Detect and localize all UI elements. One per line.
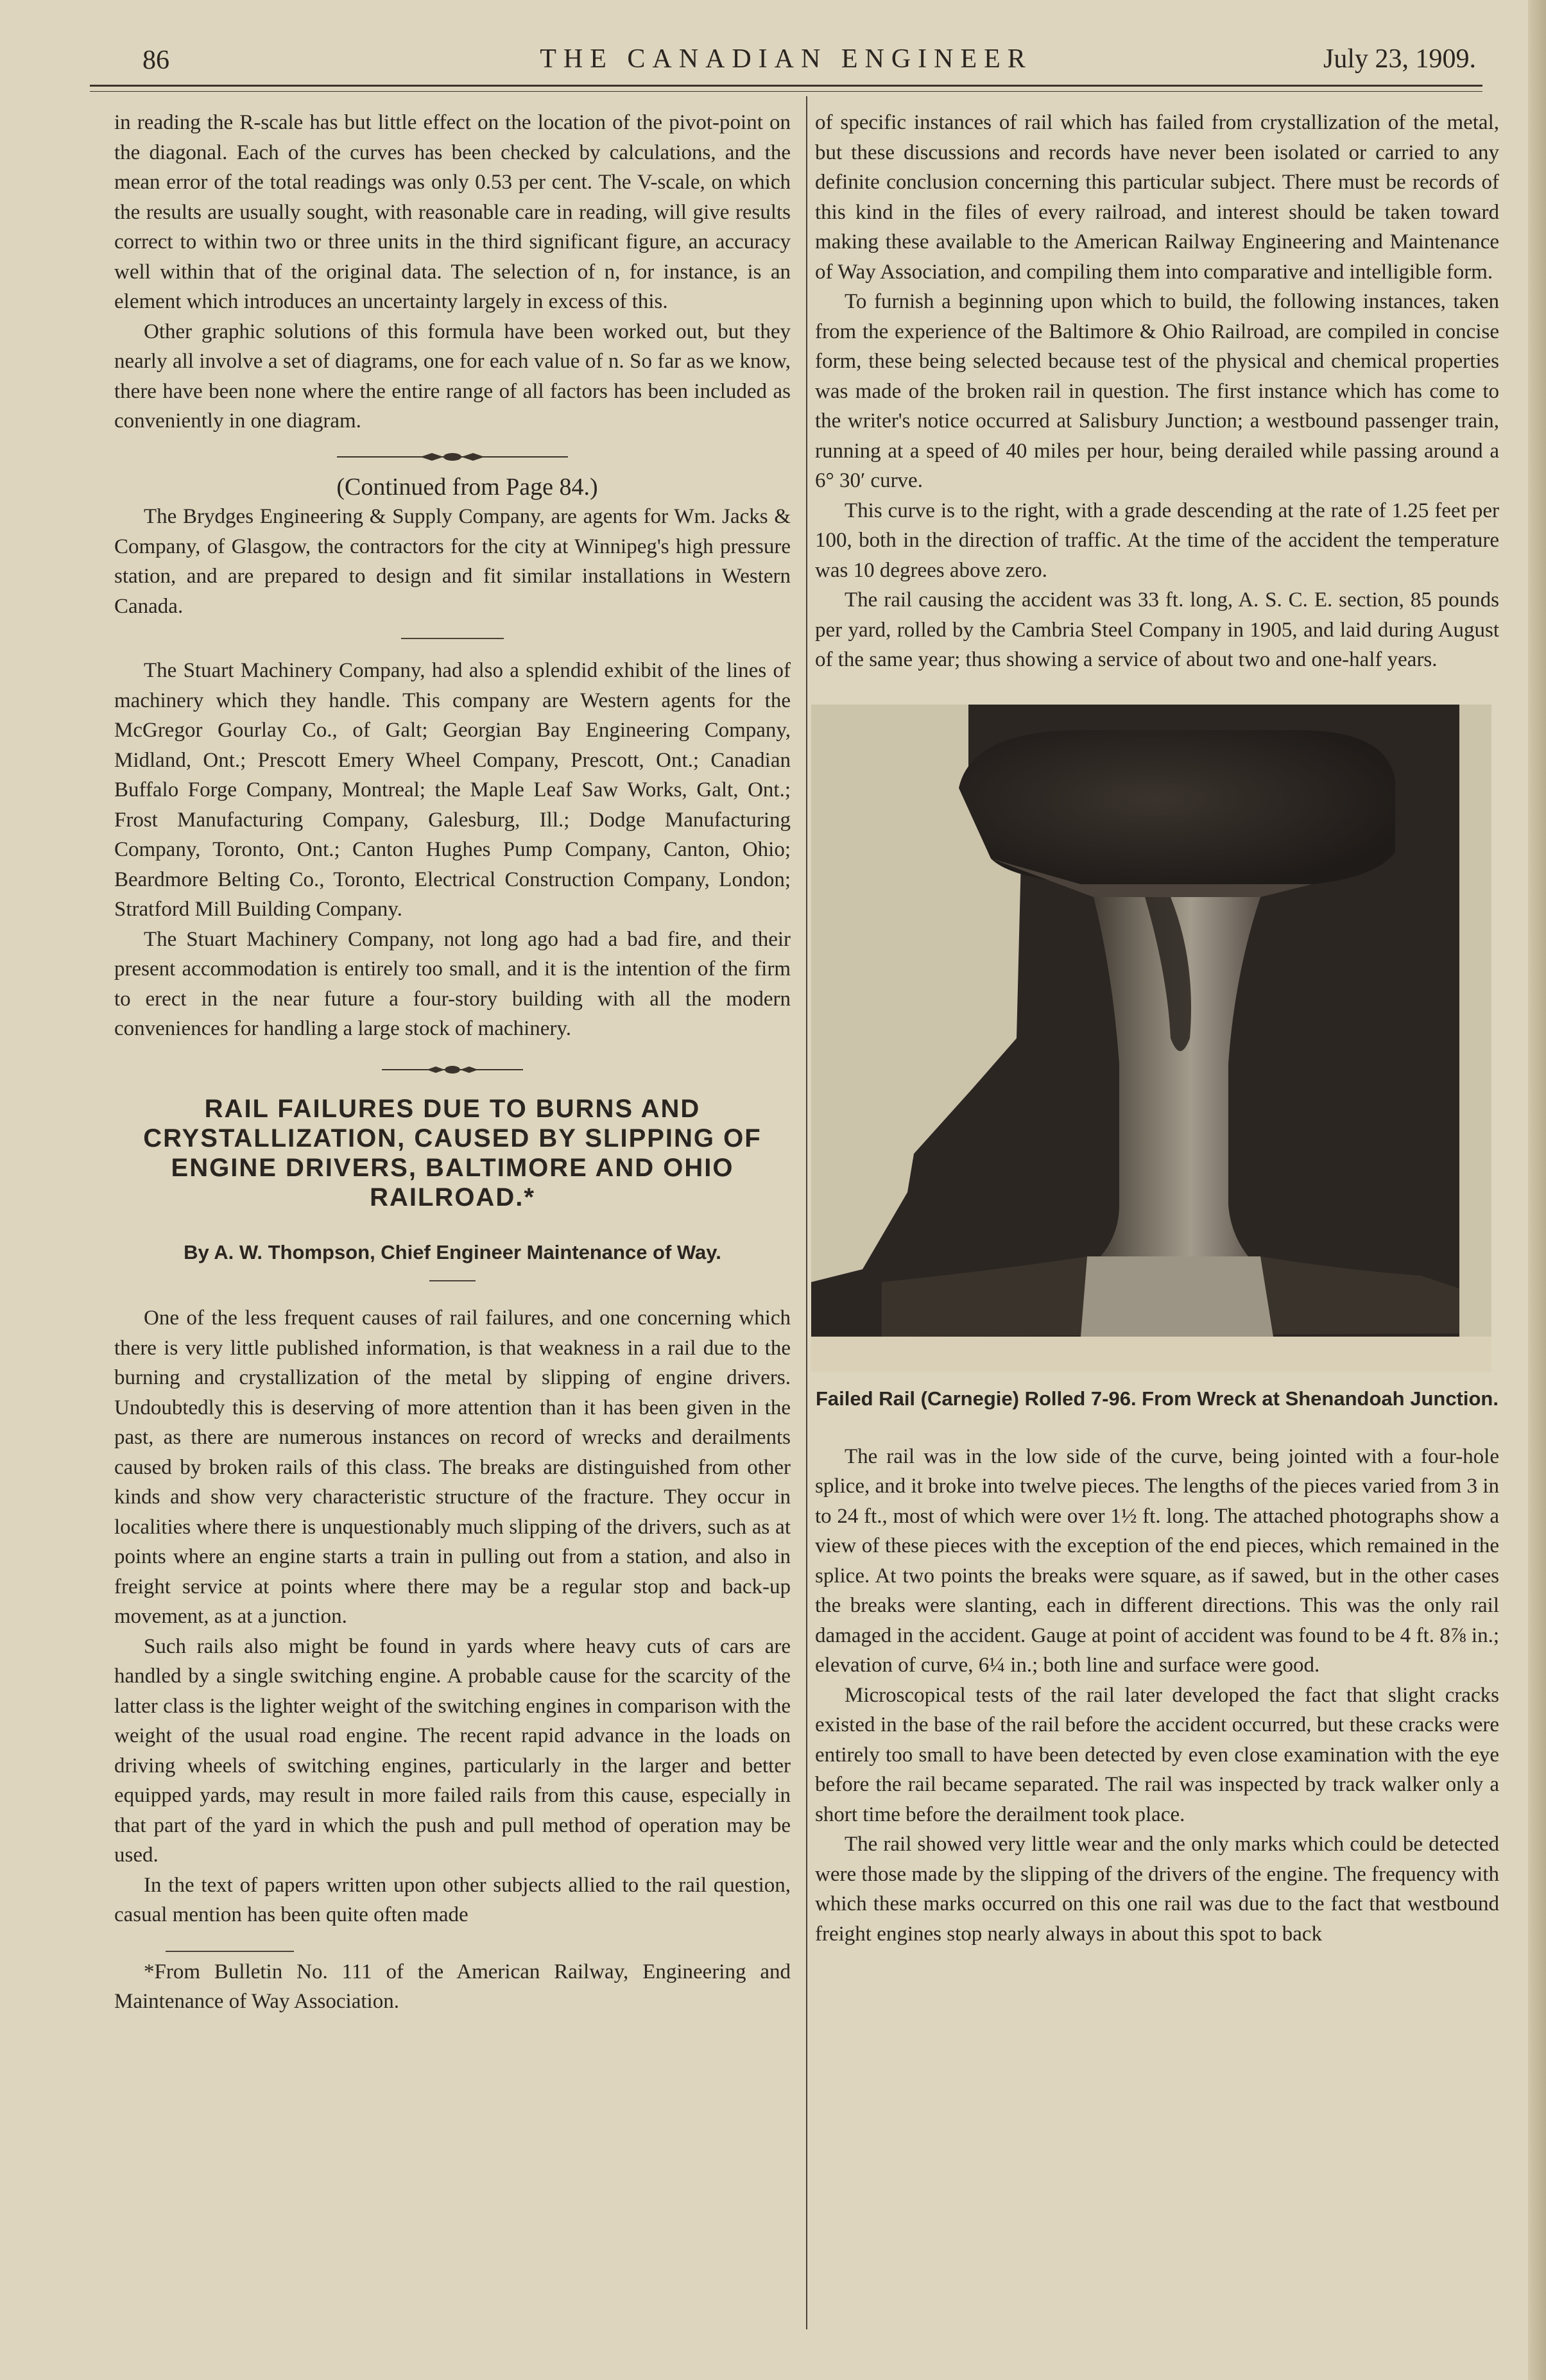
paragraph: To furnish a beginning upon which to build, the following instances, taken from the experience of the Baltimore & Ohio Railroad, are compiled in concise form, these being selected because test of the physical and chemical properties was made of the broken rail in question. The first instance which has come to the writer's notice occurred at Salisbury Junction; a westbound passenger train, running at a speed of 40 miles per hour, being derailed while passing around a 6° 30′ curve.: [815, 290, 1499, 492]
paragraph: One of the less frequent causes of rail failures, and one concerning which there is very little published information, is that weakness in a rail due to the burning and crystallization of the metal by slipping of engine drivers. Undoubtedly this is deserving of more attention than it has been given in the past, as there are numerous instances on record of wrecks and derailments caused by broken rails of this class. The breaks are distinguished from other kinds and show very characteristic structure of the fracture. They occur in localities where there is unquestionably much slipping of the drivers, such as at points where an engine starts a train in pulling out from a station, and also in freight service at points where there may be a regular stop and back-up movement, as at a junction.: [114, 1306, 791, 1628]
paragraph: The Brydges Engineering & Supply Company, are agents for Wm. Jacks & Company, of Glasgow, the contractors for the city at Winnipeg's high pressure station, and are prepared to design and fit similar installations in Western Canada.: [114, 505, 791, 618]
article-headline: RAIL FAILURES DUE TO BURNS AND CRYSTALLIZATION, CAUSED BY SLIPPING OF ENGINE DRIVERS, BALTIMORE AND OHIO RAILROAD.*: [143, 1094, 762, 1211]
paragraph: The rail causing the accident was 33 ft. long, A. S. C. E. section, 85 pounds per yard, rolled by the Cambria Steel Company in 1905, and laid during August of the same year; thus showing a service of about two and one-half years.: [815, 588, 1499, 671]
left-column: [114, 108, 791, 2017]
footnote: *From Bulletin No. 111 of the American Railway, Engineering and Maintenance of Way Association.: [114, 1960, 791, 2013]
paragraph: Microscopical tests of the rail later developed the fact that slight cracks existed in the base of the rail before the accident occurred, but these cracks were entirely too small to have been detected by even close examination with the eye before the rail became separated. The rail was inspected by track walker only a short time before the derailment took place.: [815, 1683, 1499, 1826]
page-number: 86: [142, 46, 169, 75]
paragraph: The Stuart Machinery Company, not long ago had a bad fire, and their present accommodation is entirely too small, and it is the intention of the firm to erect in the near future a four-story building with all the modern conveniences for handling a large stock of machinery.: [114, 927, 791, 1040]
article-byline: By A. W. Thompson, Chief Engineer Maintenance of Way.: [184, 1240, 721, 1263]
figure-caption: Failed Rail (Carnegie) Rolled 7-96. From Wreck at Shenandoah Junction.: [816, 1387, 1499, 1410]
journal-title: THE CANADIAN ENGINEER: [540, 44, 1033, 74]
section-ornament: [114, 1063, 791, 1076]
separator-rule: [429, 1280, 476, 1281]
paragraph: of specific instances of rail which has failed from crystallization of the metal, but these discussions and records have never been isolated or carried to any definite conclusion concerning this particular subject. There must be records of this kind in the files of every railroad, and interest should be taken toward making these available to the American Railway Engineering and Maintenance of Way Association, and compiling them into comparative and intelligible form.: [815, 111, 1499, 284]
header-rule-thin: [90, 91, 1482, 92]
paragraph: In the text of papers written upon other subjects allied to the rail question, casual mention has been quite often made: [114, 1873, 791, 1926]
paragraph: This curve is to the right, with a grade descending at the rate of 1.25 feet per 100, both in the direction of traffic. At the time of the accident the temperature was 10 degrees above zero.: [815, 499, 1499, 582]
footnote-rule: [166, 1951, 294, 1952]
rail-cross-section-photo: [811, 705, 1499, 1372]
separator-rule: [401, 638, 504, 639]
continued-note: (Continued from Page 84.): [336, 473, 598, 501]
paragraph: Such rails also might be found in yards where heavy cuts of cars are handled by a single switching engine. A probable cause for the scarcity of the latter class is the lighter weight of the switching engines in comparison with the weight of the usual road engine. The recent rapid advance in the loads on driving wheels of switching engines, particularly in the larger and better equipped yards, may result in more failed rails from this cause, especially in that part of the yard in which the push and pull method of operation may be used.: [114, 1634, 791, 1867]
section-ornament: [114, 450, 791, 463]
column-divider: [806, 96, 807, 2329]
header-rule: [90, 85, 1482, 87]
paragraph: The Stuart Machinery Company, had also a splendid exhibit of the lines of machinery which they handle. This company are Western agents for the McGregor Gourlay Co., of Galt; Georgian Bay Engineering Company, Midland, Ont.; Prescott Emery Wheel Company, Prescott, Ont.; Canadian Buffalo Forge Company, Montreal; the Maple Leaf Saw Works, Galt, Ont.; Frost Manufacturing Company, Galesburg, Ill.; Dodge Manufacturing Company, Toronto, Ont.; Canton Hughes Pump Company, Canton, Ohio; Beardmore Belting Co., Toronto, Electrical Construction Company, London; Stratford Mill Building Company.: [114, 659, 791, 921]
paragraph: Other graphic solutions of this formula have been worked out, but they nearly all involve a set of diagrams, one for each value of n. So far as we know, there have been none where the entire range of all factors has been included as conveniently in one diagram.: [114, 320, 791, 432]
running-header: [96, 40, 1476, 85]
issue-date: July 23, 1909.: [1323, 44, 1476, 74]
paragraph: The rail was in the low side of the curve, being jointed with a four-hole splice, and it broke into twelve pieces. The lengths of the pieces varied from 3 in to 24 ft., most of which were over 1½ ft. long. The attached photographs show a view of these pieces with the exception of the end pieces, which remained in the splice. At two points the breaks were square, as if sawed, but in the other cases the breaks were slanting, each in different directions. This was the only rail damaged in the accident. Gauge at point of accident was found to be 4 ft. 8⅞ in.; elevation of curve, 6¼ in.; both line and surface were good.: [815, 1444, 1499, 1677]
paragraph: The rail showed very little wear and the only marks which could be detected were those made by the slipping of the drivers of the engine. The frequency with which these marks occurred on this one rail was due to the fact that westbound freight engines stop nearly always in about this spot to back: [815, 1833, 1499, 1946]
right-column: [815, 108, 1499, 1949]
paragraph: in reading the R-scale has but little effect on the location of the pivot-point on the diagonal. Each of the curves has been checked by calculations, and the mean error of the total readings was only 0.53 per cent. The V-scale, on which the results are usually sought, with reasonable care in reading, will give results correct to within two or three units in the third significant figure, an accuracy well within that of the original data. The selection of n, for instance, is an element which introduces an uncertainty largely in excess of this.: [114, 111, 791, 313]
